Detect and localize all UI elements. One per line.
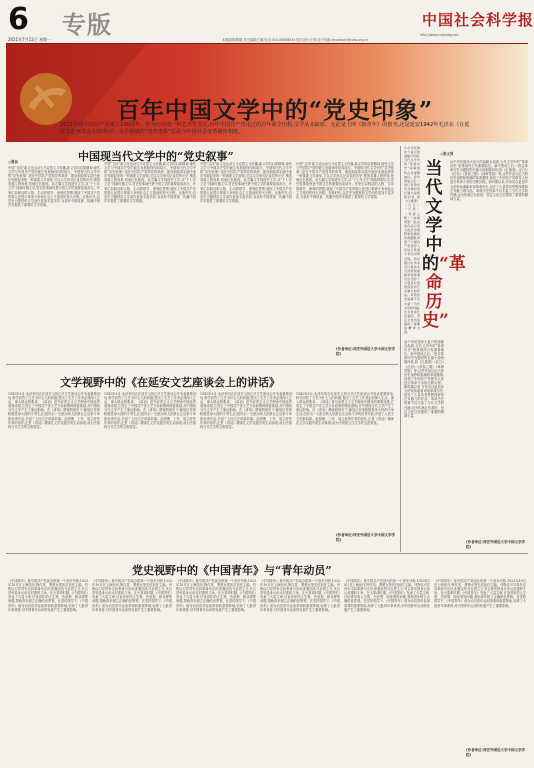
article1-column-1: 中国“五四”新文化运动与马克思主义传播,新文学的启蒙精神,现代文学与中国共产党的诞生发展始终同向同行。中国现当代文学中的“党史叙事”,是在中国共产党领导的革命、建设和改革实践中逐步发展起来的一种重要文学现象,它以文学形式记录党的历史,塑造英雄人物形象,传承红色基因。从左翼文学到延安文学,从“十七年文学”到新时期文学,党史叙事始终是中国文学的重要组成部分。作家们以鲜活的人物、生动的情节、深刻的思想,展现了中国共产党带领人民进行革命斗争和社会主义建设的伟大历程。在新时代,以党史为题材的文学创作更加丰富多彩,为讲好中国故事、传播中国声音提供了重要的文学资源。 (8, 166, 100, 207)
article4-title: 当代文学中的“革命历史” (422, 159, 466, 331)
section-title: 专版 (62, 11, 112, 39)
divider-1 (6, 364, 398, 365)
newspaper-url: http://www.csstoday.net (420, 33, 459, 37)
article3-column-2: 《中国青年》是中国共产党创办的第一个青年刊物,1923年10月在上海创刊,恽代英、萧楚女等先后担任主编。刊物以引导青年走向革命为宗旨,积极宣传马克思主义,号召青年投身反帝反封建的斗争。在大革命时期,《中国青年》发表了大量文章,讨论青年的人生观、恋爱观、职业观等问题,帮助青年树立正确的世界观。在党的领导下,《中国青年》成为动员青年参加革命的重要阵地,培养了大批青年革命者,对中国青年运动的发展产生了重要影响。 (92, 579, 172, 612)
article1-author-tag: ◎要旨 (8, 160, 19, 164)
article3-column-4: 《中国青年》是中国共产党创办的第一个青年刊物,1923年10月在上海创刊,恽代英、萧楚女等先后担任主编。刊物以引导青年走向革命为宗旨,积极宣传马克思主义,号召青年投身反帝反封建的斗争。在大革命时期,《中国青年》发表了大量文章,讨论青年的人生观、恋爱观、职业观等问题,帮助青年树立正确的世界观。在党的领导下,《中国青年》成为动员青年参加革命的重要阵地,培养了大批青年革命者,对中国青年运动的发展产生了重要影响。 (260, 579, 340, 612)
article3-byline: (作者单位:西安外国语大学中国文学学院) (466, 748, 525, 757)
newspaper-name: 中国社会科学报 (422, 11, 534, 29)
divider-2 (6, 553, 528, 554)
article2-title: 文学视野中的《在延安文艺座谈会上的讲话》 (60, 376, 280, 389)
editor-line: 本版编辑/陈曦 责任编辑/王鹏 电话:010-85886524 版式设计/王锋 电子信箱:zhuanban@cass.org.cn (222, 38, 369, 42)
article4-column-narrow: 从中华民族伟大复兴的战略全局看,当代文学中的“革命历史”叙事始终占有重要地位。新中国成立后,一批以革命历史为题材的长篇小说相继问世,如《红旗谱》《红日》《红岩》《青春之歌》《林海雪原》等,这些作品以宏大的历史视野和饱满的革命激情,再现了中国共产党领导人民进行革命斗争的光辉历程。新时期以来,作家们以更加多元的视角重新审视革命历史,创作了大量具有思想深度和艺术魅力的作品。革命历史叙事不仅丰富了当代文学的内涵,也为传承红色基因、坚定文化自信提供了重要的精神力量。 (404, 146, 420, 335)
article2-column-2: 1942年5月,毛泽东同志在延安主持召开文艺座谈会并发表重要讲话,科学回答了文艺为什么人的问题,提出了文艺工作者必须深入生活、深入群众的要求。《讲话》是马克思主义文艺理论中国化的重要成果,它奠定了中国共产党文艺方针政策的理论基础,对中国现当代文学产生了深远影响。在《讲话》精神的指引下,解放区作家积极投身火热的斗争生活,创作出一大批反映人民群众生活和斗争的优秀作品,开创了人民文艺的新局面。赵树理、丁玲、周立波等作家的创作,正是《讲话》精神在文学实践中的生动体现,成为中国现当代文学的宝贵财富。 (104, 392, 196, 429)
article3-column-1: 《中国青年》是中国共产党创办的第一个青年刊物,1923年10月在上海创刊,恽代英、萧楚女等先后担任主编。刊物以引导青年走向革命为宗旨,积极宣传马克思主义,号召青年投身反帝反封建的斗争。在大革命时期,《中国青年》发表了大量文章,讨论青年的人生观、恋爱观、职业观等问题,帮助青年树立正确的世界观。在党的领导下,《中国青年》成为动员青年参加革命的重要阵地,培养了大批青年革命者,对中国青年运动的发展产生了重要影响。 (8, 579, 88, 612)
article1-column-3: 中国“五四”新文化运动与马克思主义传播,新文学的启蒙精神,现代文学与中国共产党的诞生发展始终同向同行。中国现当代文学中的“党史叙事”,是在中国共产党领导的革命、建设和改革实践中逐步发展起来的一种重要文学现象,它以文学形式记录党的历史,塑造英雄人物形象,传承红色基因。从左翼文学到延安文学,从“十七年文学”到新时期文学,党史叙事始终是中国文学的重要组成部分。作家们以鲜活的人物、生动的情节、深刻的思想,展现了中国共产党带领人民进行革命斗争和社会主义建设的伟大历程。在新时代,以党史为题材的文学创作更加丰富多彩,为讲好中国故事、传播中国声音提供了重要的文学资源。 (200, 162, 292, 203)
article2-column-1: 1942年5月,毛泽东同志在延安主持召开文艺座谈会并发表重要讲话,科学回答了文艺为什么人的问题,提出了文艺工作者必须深入生活、深入群众的要求。《讲话》是马克思主义文艺理论中国化的重要成果,它奠定了中国共产党文艺方针政策的理论基础,对中国现当代文学产生了深远影响。在《讲话》精神的指引下,解放区作家积极投身火热的斗争生活,创作出一大批反映人民群众生活和斗争的优秀作品,开创了人民文艺的新局面。赵树理、丁玲、周立波等作家的创作,正是《讲话》精神在文学实践中的生动体现,成为中国现当代文学的宝贵财富。 (8, 392, 100, 429)
article1-column-2: 中国“五四”新文化运动与马克思主义传播,新文学的启蒙精神,现代文学与中国共产党的诞生发展始终同向同行。中国现当代文学中的“党史叙事”,是在中国共产党领导的革命、建设和改革实践中逐步发展起来的一种重要文学现象,它以文学形式记录党的历史,塑造英雄人物形象,传承红色基因。从左翼文学到延安文学,从“十七年文学”到新时期文学,党史叙事始终是中国文学的重要组成部分。作家们以鲜活的人物、生动的情节、深刻的思想,展现了中国共产党带领人民进行革命斗争和社会主义建设的伟大历程。在新时代,以党史为题材的文学创作更加丰富多彩,为讲好中国故事、传播中国声音提供了重要的文学资源。 (104, 162, 196, 203)
article3-title: 党史视野中的《中国青年》与“青年动员” (132, 564, 332, 577)
issue-date: 2021年7月12日 星期一 (8, 37, 52, 42)
article1-title: 中国现当代文学中的“党史叙事” (78, 150, 234, 163)
article3-column-5: 《中国青年》是中国共产党创办的第一个青年刊物,1923年10月在上海创刊,恽代英、萧楚女等先后担任主编。刊物以引导青年走向革命为宗旨,积极宣传马克思主义,号召青年投身反帝反封建的斗争。在大革命时期,《中国青年》发表了大量文章,讨论青年的人生观、恋爱观、职业观等问题,帮助青年树立正确的世界观。在党的领导下,《中国青年》成为动员青年参加革命的重要阵地,培养了大批青年革命者,对中国青年运动的发展产生了重要影响。 (344, 579, 430, 612)
article4-byline: (作者单位:西安外国语大学中国文学学院) (466, 540, 525, 549)
page-number: 6 (8, 2, 29, 37)
article2-byline: (作者单位:西安外国语大学中国文学学院) (336, 533, 395, 542)
article4-column-1: 从中华民族伟大复兴的战略全局看,当代文学中的“革命历史”叙事始终占有重要地位。新中国成立后,一批以革命历史为题材的长篇小说相继问世,如《红旗谱》《红日》《红岩》《青春之歌》《林海雪原》等,这些作品以宏大的历史视野和饱满的革命激情,再现了中国共产党领导人民进行革命斗争的光辉历程。新时期以来,作家们以更加多元的视角重新审视革命历史,创作了大量具有思想深度和艺术魅力的作品。革命历史叙事不仅丰富了当代文学的内涵,也为传承红色基因、坚定文化自信提供了重要的精神力量。 (450, 160, 528, 201)
article3-column-6: 《中国青年》是中国共产党创办的第一个青年刊物,1923年10月在上海创刊,恽代英、萧楚女等先后担任主编。刊物以引导青年走向革命为宗旨,积极宣传马克思主义,号召青年投身反帝反封建的斗争。在大革命时期,《中国青年》发表了大量文章,讨论青年的人生观、恋爱观、职业观等问题,帮助青年树立正确的世界观。在党的领导下,《中国青年》成为动员青年参加革命的重要阵地,培养了大批青年革命者,对中国青年运动的发展产生了重要影响。 (434, 579, 526, 608)
article3-column-3: 《中国青年》是中国共产党创办的第一个青年刊物,1923年10月在上海创刊,恽代英、萧楚女等先后担任主编。刊物以引导青年走向革命为宗旨,积极宣传马克思主义,号召青年投身反帝反封建的斗争。在大革命时期,《中国青年》发表了大量文章,讨论青年的人生观、恋爱观、职业观等问题,帮助青年树立正确的世界观。在党的领导下,《中国青年》成为动员青年参加革命的重要阵地,培养了大批青年革命者,对中国青年运动的发展产生了重要影响。 (176, 579, 256, 612)
article4-author-tag: ◎张文男 (440, 152, 454, 156)
article1-column-4: 中国“五四”新文化运动与马克思主义传播,新文学的启蒙精神,现代文学与中国共产党的诞生发展始终同向同行。中国现当代文学中的“党史叙事”,是在中国共产党领导的革命、建设和改革实践中逐步发展起来的一种重要文学现象,它以文学形式记录党的历史,塑造英雄人物形象,传承红色基因。从左翼文学到延安文学,从“十七年文学”到新时期文学,党史叙事始终是中国文学的重要组成部分。作家们以鲜活的人物、生动的情节、深刻的思想,展现了中国共产党带领人民进行革命斗争和社会主义建设的伟大历程。在新时代,以党史为题材的文学创作更加丰富多彩,为讲好中国故事、传播中国声音提供了重要的文学资源。 (296, 162, 394, 199)
banner-intro: 2021年是中国共产党成立100周年。作为历史的一种艺术性表达,百年中国共产党走过的百年艰辛历程,文学从未缺席。无论是上网《新青年》的创刊,还是延安1942年毛泽东《在延安文艺座谈会上的讲话》,文学领域的“党史谱系”总是与中国社会变革紧密相连。 (60, 122, 470, 135)
article4-column-2: 从中华民族伟大复兴的战略全局看,当代文学中的“革命历史”叙事始终占有重要地位。新中国成立后,一批以革命历史为题材的长篇小说相继问世,如《红旗谱》《红日》《红岩》《青春之歌》《林海雪原》等,这些作品以宏大的历史视野和饱满的革命激情,再现了中国共产党领导人民进行革命斗争的光辉历程。新时期以来,作家们以更加多元的视角重新审视革命历史,创作了大量具有思想深度和艺术魅力的作品。革命历史叙事不仅丰富了当代文学的内涵,也为传承红色基因、坚定文化自信提供了重要的精神力量。 (404, 340, 444, 418)
banner-title: 百年中国文学中的“党史印象” (116, 97, 434, 124)
article2-column-3: 1942年5月,毛泽东同志在延安主持召开文艺座谈会并发表重要讲话,科学回答了文艺为什么人的问题,提出了文艺工作者必须深入生活、深入群众的要求。《讲话》是马克思主义文艺理论中国化的重要成果,它奠定了中国共产党文艺方针政策的理论基础,对中国现当代文学产生了深远影响。在《讲话》精神的指引下,解放区作家积极投身火热的斗争生活,创作出一大批反映人民群众生活和斗争的优秀作品,开创了人民文艺的新局面。赵树理、丁玲、周立波等作家的创作,正是《讲话》精神在文学实践中的生动体现,成为中国现当代文学的宝贵财富。 (200, 392, 292, 429)
article1-byline: (作者单位:西安外国语大学中国文学学院) (336, 347, 395, 356)
right-column-divider (400, 146, 401, 552)
article2-column-4: 1942年5月,毛泽东同志在延安主持召开文艺座谈会并发表重要讲话,科学回答了文艺为什么人的问题,提出了文艺工作者必须深入生活、深入群众的要求。《讲话》是马克思主义文艺理论中国化的重要成果,它奠定了中国共产党文艺方针政策的理论基础,对中国现当代文学产生了深远影响。在《讲话》精神的指引下,解放区作家积极投身火热的斗争生活,创作出一大批反映人民群众生活和斗争的优秀作品,开创了人民文艺的新局面。赵树理、丁玲、周立波等作家的创作,正是《讲话》精神在文学实践中的生动体现,成为中国现当代文学的宝贵财富。 (296, 392, 394, 425)
